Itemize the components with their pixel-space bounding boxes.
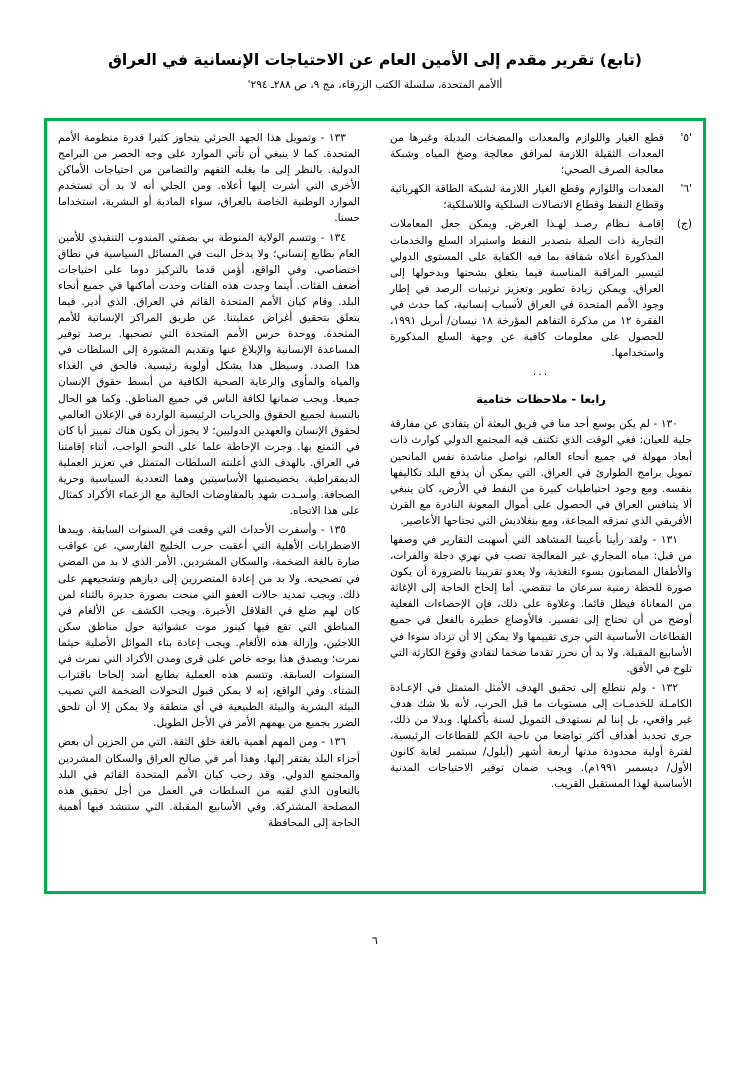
list-text: المعدات واللوازم وقطع الغيار اللازمة لشبكة الطاقة الكهربائية وقطاع النفط وقطاع الاتصالات السلكية واللاسلكية؛ xyxy=(390,183,664,212)
list-item xyxy=(390,130,692,178)
list-item xyxy=(390,181,692,213)
text-columns xyxy=(58,130,692,882)
paragraph: ١٣٢ - ولم نتطلع إلى تحقيق الهدف الأمثل المتمثل في الإعـادة الكامـلة للخدمـات إلى مستويات ما قبل الحرب، لأنه بلا شك هدف غير واقعي، بل إننا لم نستهدف التمويل لسنة بأكملها. وبدلا من ذلك، جرى تحديد أهداف أكثر تواضعا من ناحية الكم للقطاعات الرئيسية، لفترة أولية محدودة مدتها أربعة أشهر (أيلول/ سبتمبر لغاية كانون الأول/ ديسمبر ١٩٩١م). ويجب ضمان توفير الاحتياجات المدنية الأساسية لهذا المستقبل القريب. xyxy=(390,681,692,791)
paragraph: ١٣٠ - لم يكن بوسع أحد منا في فريق البعثة أن يتفادى عن مفارقة جلية للعيان: فغي الوقت الذي تكتنف فيه المجتمع الدولي كوارث ذات أبعاد مهولة في جميع أنحاء العالم، نواصل مناشدة نفس المانحين تمويل برامج الطوارئ في العراق. التي يمكن أن يدفع البلد تكاليفها بنفسه. ومع وجود احتياطيات كبيرة من النفط في الأرض، كان ينبغي ألا يتنافس العراق في الحصول على أموال المعونة النادرة مع القرن الأفريقي الذي تمزقه المجاعة، ومع بنغلاديش التي تجتاحها الأعاصير. xyxy=(390,418,692,527)
list-item xyxy=(390,216,692,361)
paragraph: ١٣٤ - وتتسم الولاية المنوطة بي بصفتي المندوب التنفيذي للأمين العام بطابع إنساني؛ ولا يدخل البت في المسائل السياسية في نطاق اختصاصي. وفي الواقع، أؤمن قدما بالتركيز دوما على احتياجات أضعف الفئات. أينما وجدت هذه الفئات وحدت أماكنها في جميع أنحاء البلد. وقام كيان الأمم المتحدة القائم في العراق. الذي أدير. فيما يتعلق بتحقيق أغراض عمليتنا. عن طريق المراكز الإنسانية للأمم المتحدة. ووحدة حرس الأمم المتحدة التي تصحبها. برصد توفير المساعدة الإنسانية والإبلاغ عنها وتقديم المشورة إلى السلطات في هذا الصدد. وسيظل هذا يشكل أولوية رئيسية. فالحق في الغذاء والمياه والمأوى والرعاية الصحية الكافية من أبسط حقوق الإنسان جميعا. ويجب ضمانها لكافة الناس في جميع المناطق. وكما هو الحال بالنسبة لجميع الحقوق والحريات الرئيسية الواردة في الإعلان العالمي لحقوق الإنسان والعهدين الدوليين؛ لا يجوز أن يكون هناك تمييز أيا كان في التمتع بها. وجرت الإحاطة علما على النحو الواجب، أثناء إقامتنا في العراق. بالهدف الذي أعلنته السلطات المتمثل في تعزيز العملية الديمقراطية. بخصيصتيها الأساسيتين وهما التعددية السياسية وحرية الصحافة. وأسـدت شهد بالمفاوضات الحالية مع الزعماء الأكراد كمثال على هذا الاتجاه. xyxy=(58,231,360,518)
list-marker: '٦' xyxy=(680,183,692,196)
page-subtitle: أالأمم المتحدة، سلسلة الكتب الزرقاء، مج ٩، ص ٢٨٨ـ ٢٩٤' xyxy=(247,78,503,91)
paragraph: ١٣٥ - وأسفرت الأحداث التي وقعت في السنوات السابقة. ويبدها الاضطرابات الأهلية التي أعقبت حرب الخليج الفارسي، عن عواقب ضارة بالغة الضخمة، والسكان المشردين. الأمر الذي لا بد من المضي في تصحيحه. ولا بد من إعادة المتضررين إلى ديارهم وتشجيعهم على ذلك. ويجب تمديد حالات العفو التي منحت بصورة جديرة بالثناء لمن كان لهم ضلع في القلاقل الأخيرة. ويجب الكشف عن الألغام في المناطق التي تقع فيها كينور موت عشوائية حول مناطق سكن اللاجئين، وإزالة هذه الألغام. ويجب إعادة بناء الموائل الأصلية حيثما نمرت؛ ويصدق هذا بوجه خاص على قرى ومدن الأكراد التي نمرت في السنوات السابقة. وتتسم هذه العملية بطابع أشد إلحاحا باقتراب الشتاء. وفي الواقع، إنه لا يمكن قبول التحولات الضخمة التي تصيب البيئة البشرية والبيئة الطبيعية في أي منطقة ولا يمكن إلا أن تلحق الضرر بجميع من يهمهم الأمر في الأجل الطويل. xyxy=(58,524,360,730)
right-column xyxy=(390,130,692,882)
page-title: (تابع) تقرير مقدم إلى الأمين العام عن الاحتياجات الإنسانية في العراق xyxy=(108,51,642,69)
paragraph: ١٣١ - ولقد رأينا بأعيننا المشاهد التي أسهبت التقارير في وصفها من قبل: مياه المجاري غير المعالجة تصب في نهري دجلة والفرات، والأطفال المصابون بسوء التغذية، ولا يعدو تقريبنا بالضرورة أن يكون صورة للحظة زمنية سرعان ما تنقضي. أما إلحاح الحاجة إلى الإغاثة من المعاناة فيظل قائما. وعلاوة على ذلك، فإن الإحصاءات الفعلية أوضح من أن تحتاج إلى تفسير. فالأوضاع خطيرة بالفعل في جميع القطاعات الأساسية التي جرى تقييمها ولا يمكن إلا أن تزداد سوءا في الأسابيع المقبلة. ولا بد أن نحرز تقدما ضخما لتفادي وقوع الكارثة التي تلوح في الأفق. xyxy=(390,533,692,675)
section-heading: رابعا - ملاحظات ختامية xyxy=(476,392,606,407)
list-marker: (ج) xyxy=(676,218,692,231)
paragraph: ١٣٣ - وتمويل هذا الجهد الجزئي يتجاوز كثيرا قدرة منظومة الأمم المتحدة. كما لا ينبغي أن تأتي الموارد على وجه الحصر من البرامج الدولية. بالنظر إلى ما يغلبه التفهم والتضامن من احتياجات الأماكن الأخرى التي أشرت إليها أعلاه. ومن الجلي أنه لا بد أن تستخدم الموارد الوطنية الخاصة بالعراق، سواء المادية أو البشرية، استخداما حسنا. xyxy=(58,132,360,225)
list-text: قطع الغيار واللوازم والمعدات والمضخات البديلة وغيرها من المعدات الثقيلة اللازمة لمرافق معالجة وضخ المياه وشبكة معالجة الصرف الصحي؛ xyxy=(390,132,664,177)
paragraph: ١٣٦ - ومن المهم أهمية بالغة خلق الثقة. التي من الحزين أن بعض أجزاء البلد يفتقر إليها. وهذا أمر في صالح العراق والسكان المشردين والمجتمع الدولي. وقد رحب كيان الأمم المتحدة القائم في البلد بالتعاون الذي لقيه من السلطات في العمل من أجل تحقيق هذه المصلحة المشتركة. وفي الأسابيع المقبلة. التي ستنشد فيها أهمية الحاجة إلى المحافظة xyxy=(58,736,360,829)
list-marker: '٥' xyxy=(680,132,692,144)
ellipsis-separator: ... xyxy=(532,365,550,379)
list-text: إقامـة نـظام رصـد لهـذا الغرض. ويمكن جعل المعاملات التجارية ذات الصلة بتصدير النفط واستيراد السلع والخدمات المذكورة أعلاه شفافة بما فيه الكفاية على المستوى الدولي لتيسير المراقبة المناسبة فيما يتعلق بشحنها وبدخولها إلى العراق. ويمكن زيادة تطوير وتعزيز ترتيبات الرصد في إطار وجود الأمم المتحدة في العراق لأسباب إنسانية، كما حدث في الفقرة ١٢ من مذكرة التفاهم المؤرخة ١٨ نيسان/ أبريل ١٩٩١، للحصول على معلومات كافية عن وجهة السلع المذكورة واستخدامها. xyxy=(390,218,664,360)
page-number: ٦ xyxy=(372,934,378,947)
left-column xyxy=(58,130,360,882)
